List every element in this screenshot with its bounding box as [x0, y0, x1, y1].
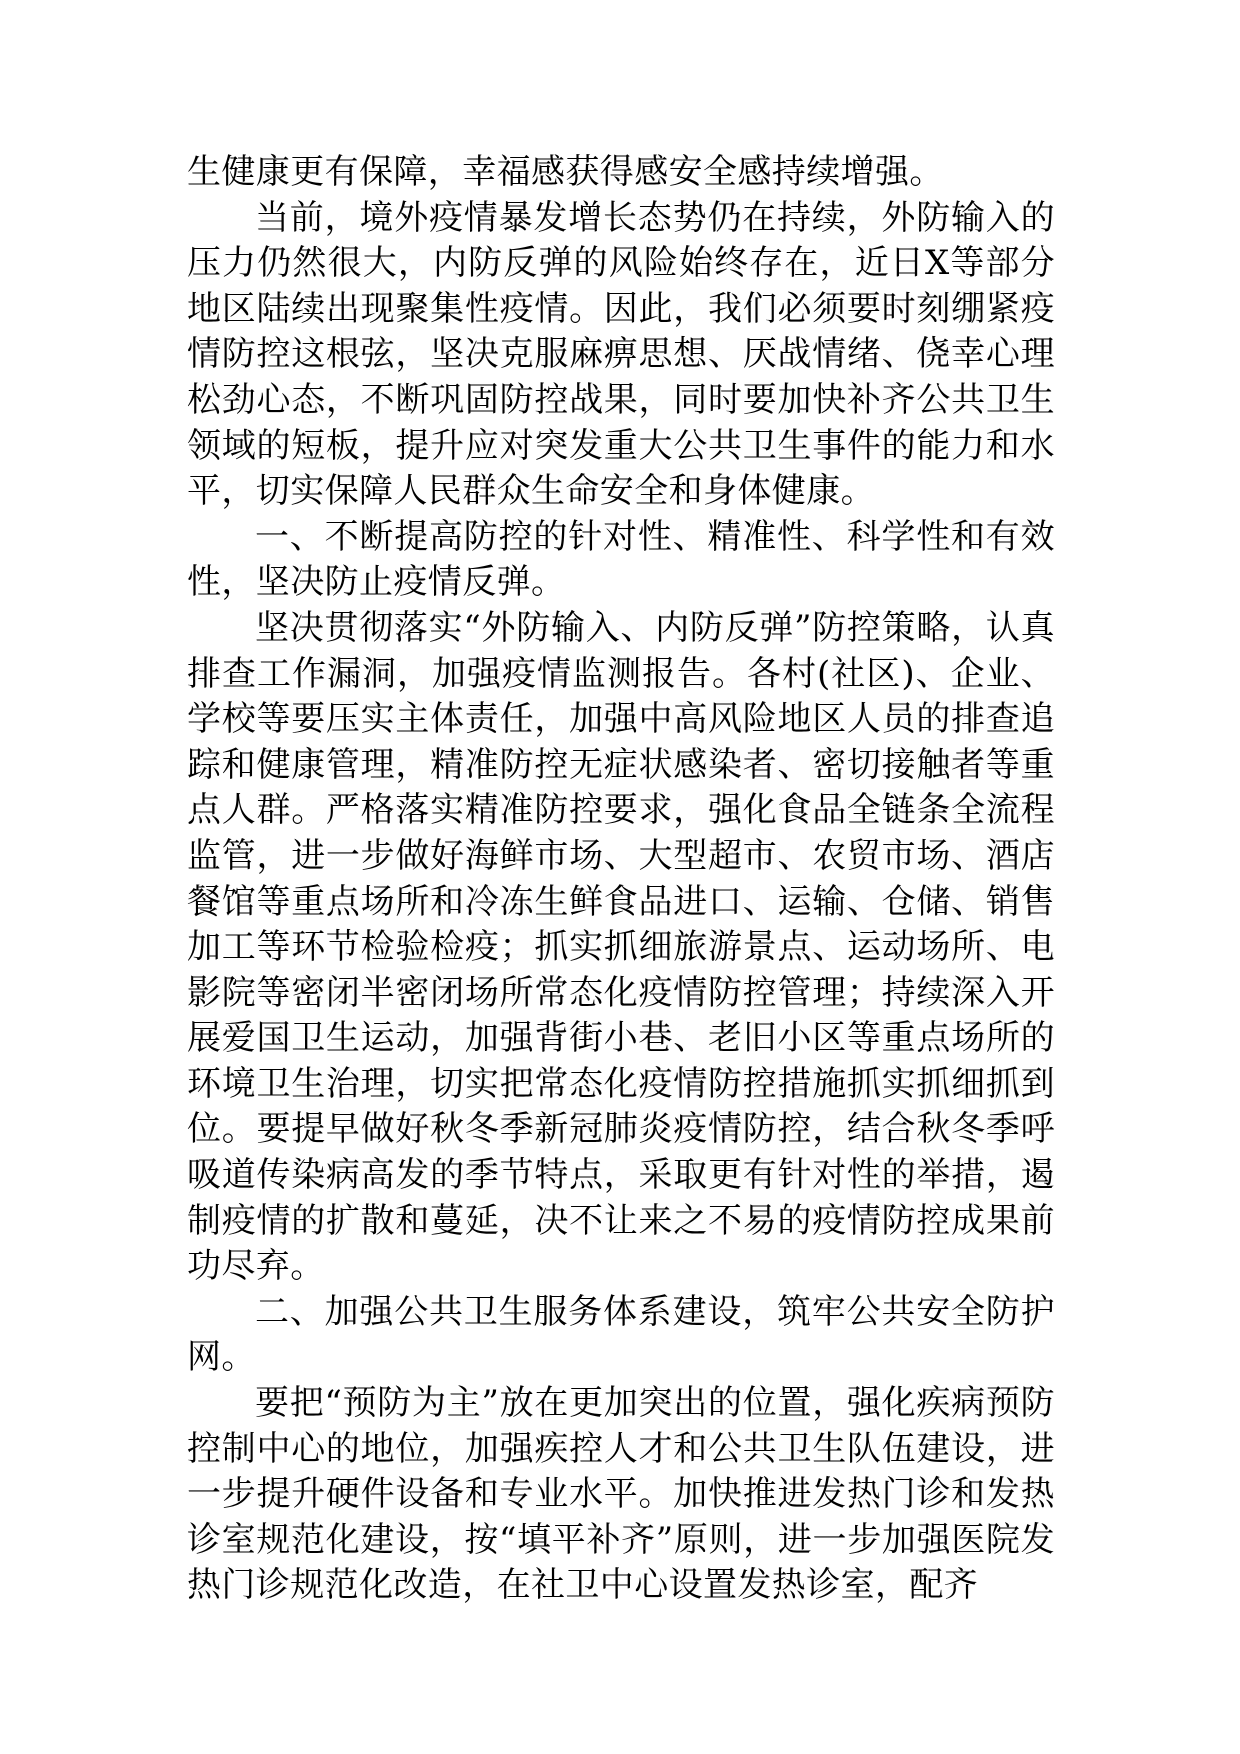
paragraph-section-2-body: 要把“预防为主”放在更加突出的位置，强化疾病预防控制中心的地位，加强疾控人才和公共卫生队伍建设，进一步提升硬件设备和专业水平。加快推进发热门诊和发热诊室规范化建设，按“填平补齐”原则，进一步加强医院发热门诊规范化改造，在社卫中心设置发热诊室，配齐: [187, 1383, 1055, 1606]
paragraph-current-situation: 当前，境外疫情暴发增长态势仍在持续，外防输入的压力仍然很大，内防反弹的风险始终存在，近日X等部分地区陆续出现聚集性疫情。因此，我们必须要时刻绷紧疫情防控这根弦，坚决克服麻痹思想、厌战情绪、侥幸心理松劲心态，不断巩固防控战果，同时要加快补齐公共卫生领域的短板，提升应对突发重大公共卫生事件的能力和水平，切实保障人民群众生命安全和身体健康。: [187, 197, 1055, 512]
section-heading-1: 一、不断提高防控的针对性、精准性、科学性和有效性，坚决防止疫情反弹。: [187, 516, 1055, 603]
paragraph-continuation: 生健康更有保障，幸福感获得感安全感持续增强。: [187, 152, 944, 192]
document-page: [187, 150, 1055, 1609]
section-heading-2: 二、加强公共卫生服务体系建设，筑牢公共安全防护网。: [187, 1291, 1055, 1378]
paragraph-section-1-body: 坚决贯彻落实“外防输入、内防反弹”防控策略，认真排查工作漏洞，加强疫情监测报告。各村(社区)、企业、学校等要压实主体责任，加强中高风险地区人员的排查追踪和健康管理，精准防控无症状感染者、密切接触者等重点人群。严格落实精准防控要求，强化食品全链条全流程监管，进一步做好海鲜市场、大型超市、农贸市场、酒店餐馆等重点场所和冷冻生鲜食品进口、运输、仓储、销售加工等环节检验检疫；抓实抓细旅游景点、运动场所、电影院等密闭半密闭场所常态化疫情防控管理；持续深入开展爱国卫生运动，加强背街小巷、老旧小区等重点场所的环境卫生治理，切实把常态化疫情防控措施抓实抓细抓到位。要提早做好秋冬季新冠肺炎疫情防控，结合秋冬季呼吸道传染病高发的季节特点，采取更有针对性的举措，遏制疫情的扩散和蔓延，决不让来之不易的疫情防控成果前功尽弃。: [187, 607, 1055, 1287]
